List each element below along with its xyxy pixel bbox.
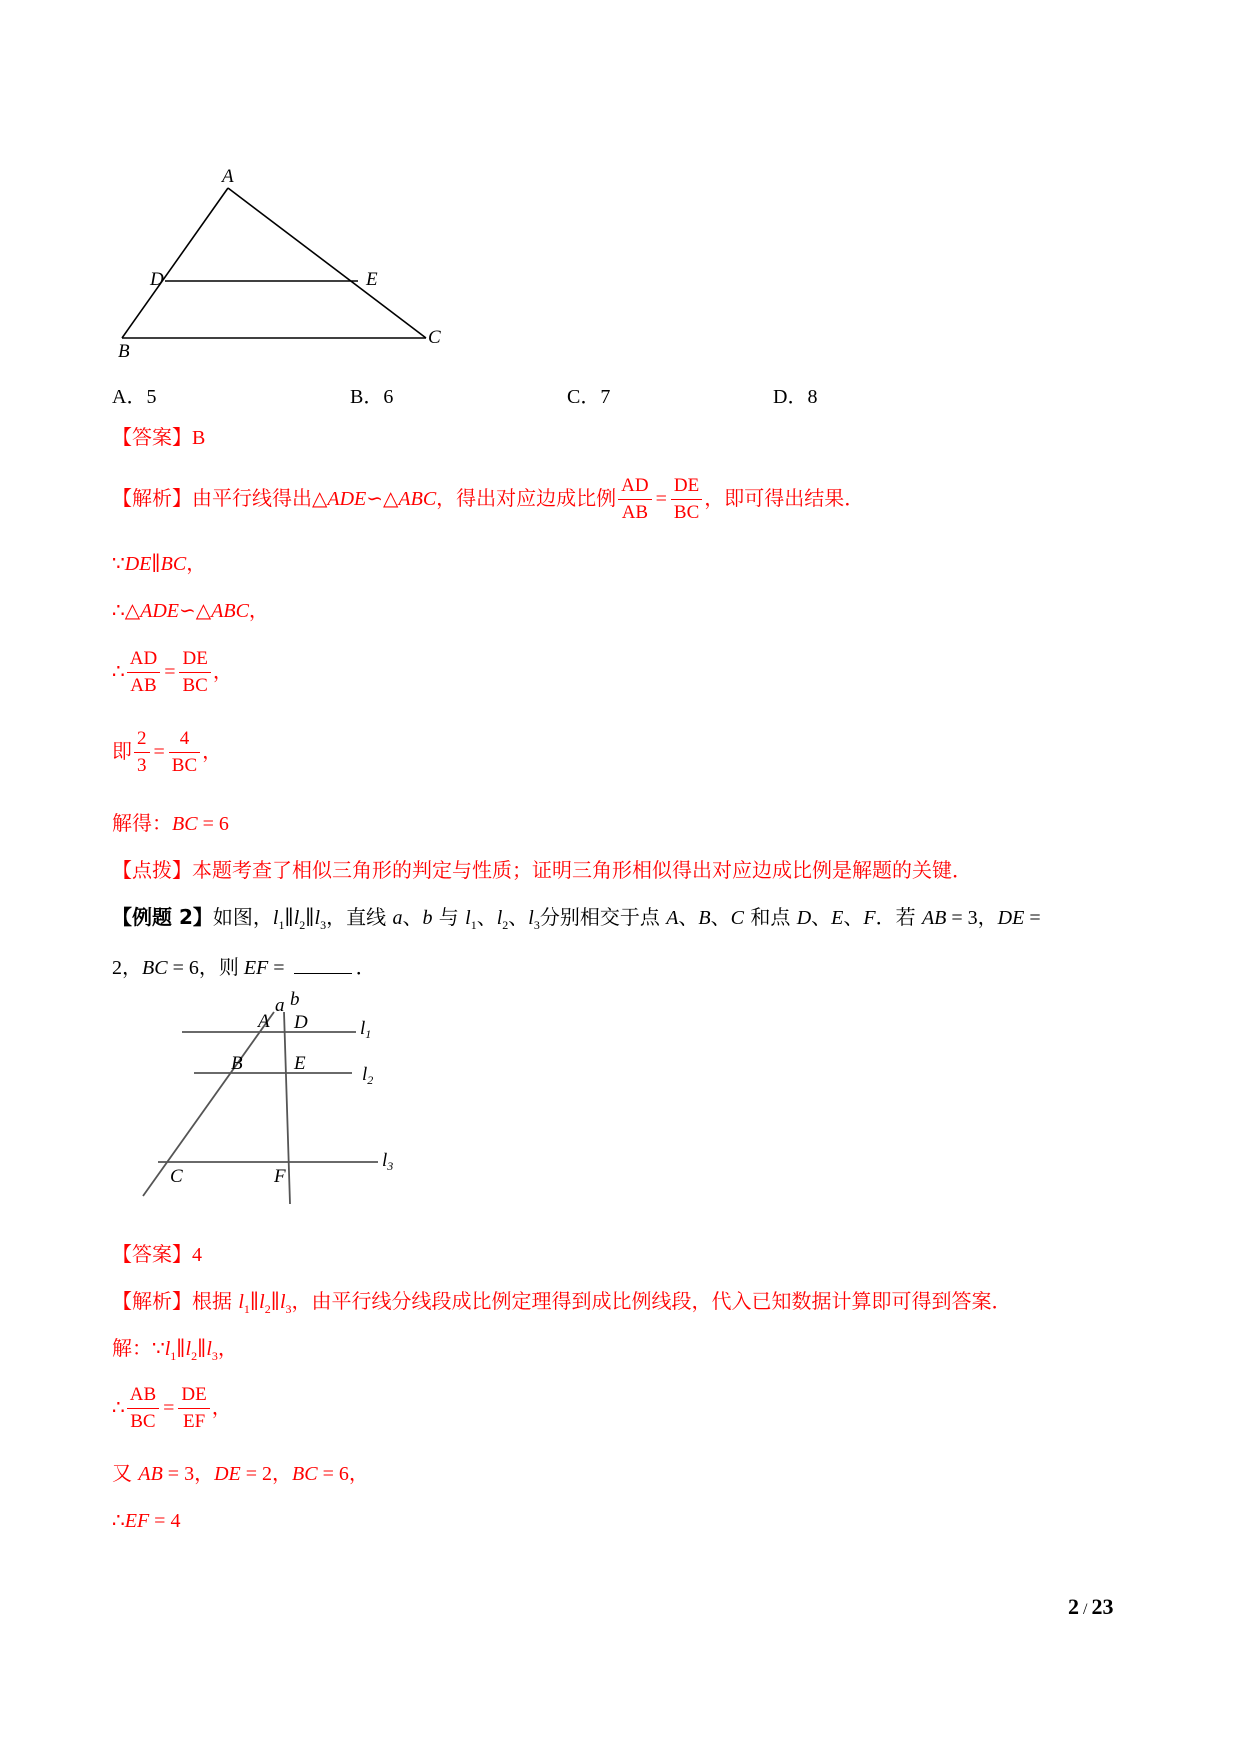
option-c: C．7 <box>567 386 611 408</box>
q1-therefore-similar: ∴△ADE∽△ABC， <box>112 598 269 622</box>
label-l1: $l_1$ <box>360 1018 372 1041</box>
option-d: D．8 <box>773 386 818 408</box>
q1-tip: 【点拨】本题考查了相似三角形的判定与性质；证明三角形相似得出对应边成比例是解题的关键． <box>112 858 972 882</box>
q1-solve: 解得：BC = 6 <box>112 811 229 835</box>
q1-because: ∵DE∥BC， <box>112 551 207 575</box>
q2-given-values: 又 AB = 3，DE = 2，BC = 6， <box>112 1461 369 1485</box>
q1-therefore-ratio: ∴ $\frac{AD}{AB}$ = $\frac{DE}{BC}$ ， <box>112 648 233 696</box>
label-l3: $l_3$ <box>382 1150 394 1173</box>
label-line-a: a <box>275 995 285 1016</box>
q1-answer: 【答案】B <box>112 425 206 449</box>
option-a: A．5 <box>112 386 157 408</box>
option-b: B．6 <box>350 386 394 408</box>
label-point-a: A <box>258 1011 270 1032</box>
q2-answer: 【答案】4 <box>112 1242 202 1266</box>
label-c: C <box>428 327 441 348</box>
page-number: 2 / 23 <box>1068 1594 1114 1619</box>
label-b: B <box>118 341 130 360</box>
q2-therefore-ratio: ∴ $\frac{AB}{BC}$ = $\frac{DE}{EF}$ ， <box>112 1384 232 1432</box>
label-d: D <box>150 269 164 290</box>
label-point-f: F <box>274 1166 286 1187</box>
label-point-d: D <box>294 1012 308 1033</box>
answer-blank <box>294 955 352 974</box>
q2-final: ∴EF = 4 <box>112 1508 181 1532</box>
label-point-b: B <box>231 1053 243 1074</box>
triangle-figure <box>110 160 450 360</box>
q2-analysis: 【解析】根据 $l_1\parallel l_2\parallel l_3$，由平行线分线段成比例定理得到成比例线段，代入已知数据计算即可得到答案． <box>112 1289 1012 1316</box>
label-l2: $l_2$ <box>362 1064 374 1087</box>
label-point-c: C <box>170 1166 183 1187</box>
label-line-b: b <box>290 990 300 1010</box>
parallel-lines-figure <box>130 990 410 1215</box>
q1-substitute: 即 $\frac{2}{3}$ = $\frac{4}{BC}$ ， <box>112 728 223 776</box>
q2-statement-line2: 2，BC = 6，则 EF = ． <box>112 955 376 979</box>
q2-solution-because: 解：$\because l_1\parallel l_2\parallel l_3$， <box>112 1336 238 1363</box>
label-point-e: E <box>294 1053 306 1074</box>
q2-statement-line1: 【例题 2】如图，$l_1\parallel l_2\parallel l_3$，直线 a、b 与 $l_1$、$l_2$、$l_3$分别相交于点 A、B、C 和点 D、E、F．若 AB = 3，DE = <box>112 905 1041 932</box>
label-a: A <box>222 166 234 187</box>
label-e: E <box>366 269 378 290</box>
q1-analysis: 【解析】由平行线得出△ADE∽△ABC，得出对应边成比例 $\frac{AD}{AB}$ = $\frac{DE}{BC}$ ，即可得出结果． <box>112 475 865 523</box>
